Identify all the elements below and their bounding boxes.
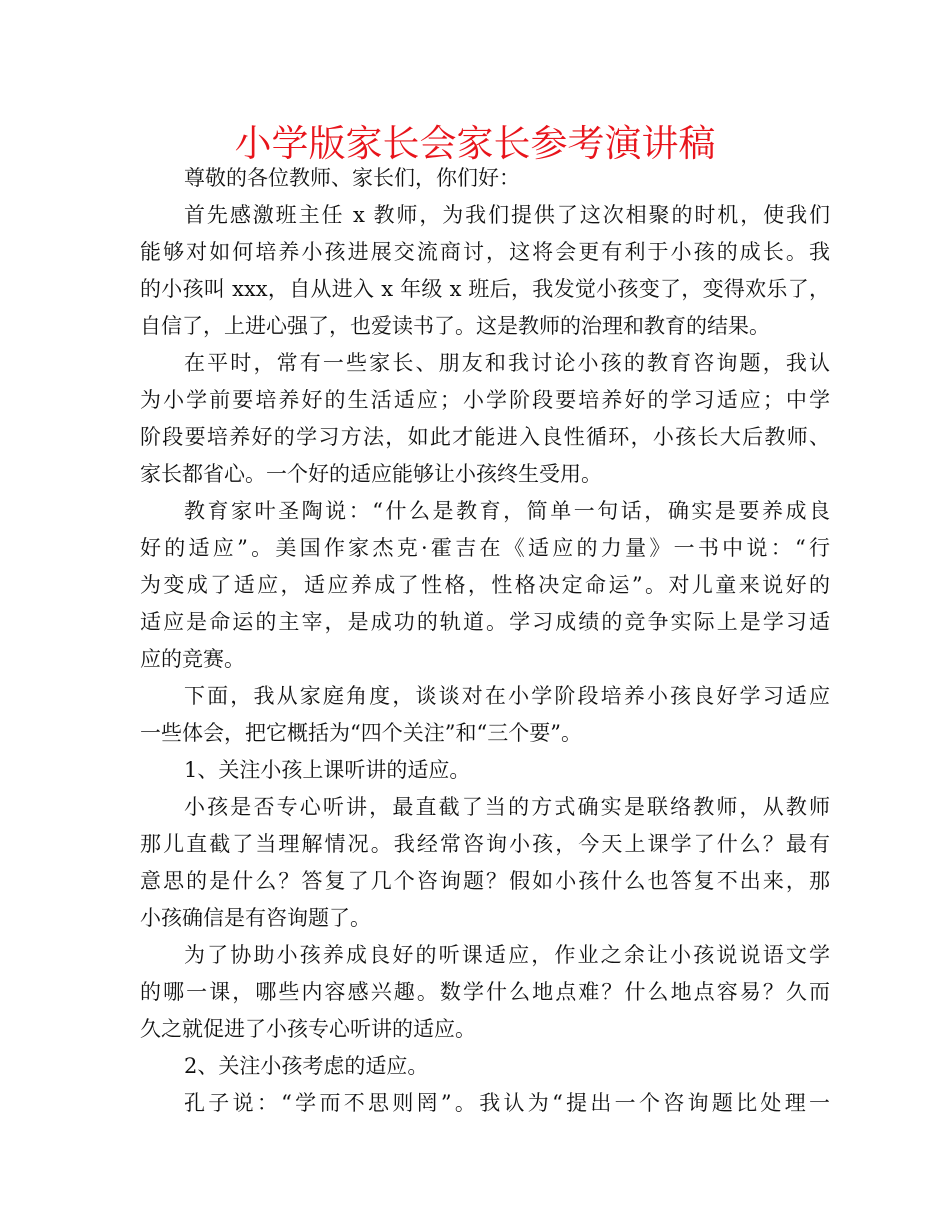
text-line: 好的适应”。美国作家杰克·霍吉在《适应的力量》一书中说：“行 [140,536,830,560]
text-line: 为了协助小孩养成良好的听课适应，作业之余让小孩说说语文学 [184,943,830,967]
text-line: 小孩确信是有咨询题了。 [140,906,371,930]
text-line: 意思的是什么？答复了几个咨询题？假如小孩什么也答复不出来，那 [140,869,830,893]
text-line: 为变成了适应，适应养成了性格，性格决定命运”。对儿童来说好的 [140,573,830,597]
text-line: 适应是命运的主宰，是成功的轨道。学习成绩的竞争实际上是学习适 [140,610,830,634]
document-title: 小学版家长会家长参考演讲稿 [234,122,716,165]
text-line: 小孩是否专心听讲，最直截了当的方式确实是联络教师，从教师 [184,795,830,819]
text-line: 在平时，常有一些家长、朋友和我讨论小孩的教育咨询题，我认 [184,351,830,375]
text-line: 下面，我从家庭角度，谈谈对在小学阶段培养小孩良好学习适应 [184,684,830,708]
document-body [140,160,830,1122]
text-line: 应的竞赛。 [140,647,245,671]
text-line: 能够对如何培养小孩进展交流商讨，这将会更有利于小孩的成长。我 [140,240,830,264]
text-line-greeting: 尊敬的各位教师、家长们，你们好： [184,166,520,190]
section-heading: 2、关注小孩考虑的适应。 [184,1054,429,1078]
text-line: 的哪一课，哪些内容感兴趣。数学什么地点难？什么地点容易？久而 [140,980,830,1004]
text-line: 一些体会，把它概括为“四个关注”和“三个要”。 [140,721,582,745]
text-line: 久之就促进了小孩专心听讲的适应。 [140,1017,476,1041]
text-line: 孔子说：“学而不思则罔”。我认为“提出一个咨询题比处理一 [184,1091,830,1115]
text-line: 家长都省心。一个好的适应能够让小孩终生受用。 [140,462,602,486]
text-line: 为小学前要培养好的生活适应；小学阶段要培养好的学习适应；中学 [140,388,830,412]
text-line: 教育家叶圣陶说：“什么是教育，简单一句话，确实是要养成良 [184,499,830,523]
text-line: 的小孩叫 xxx，自从进入 x 年级 x 班后，我发觉小孩变了，变得欢乐了， [140,277,830,301]
section-heading: 1、关注小孩上课听讲的适应。 [184,758,471,782]
text-line: 首先感激班主任 x 教师，为我们提供了这次相聚的时机，使我们 [184,203,830,227]
text-line: 阶段要培养好的学习方法，如此才能进入良性循环，小孩长大后教师、 [140,425,830,449]
text-line: 那儿直截了当理解情况。我经常咨询小孩，今天上课学了什么？最有 [140,832,830,856]
text-line: 自信了，上进心强了，也爱读书了。这是教师的治理和教育的结果。 [140,314,770,338]
